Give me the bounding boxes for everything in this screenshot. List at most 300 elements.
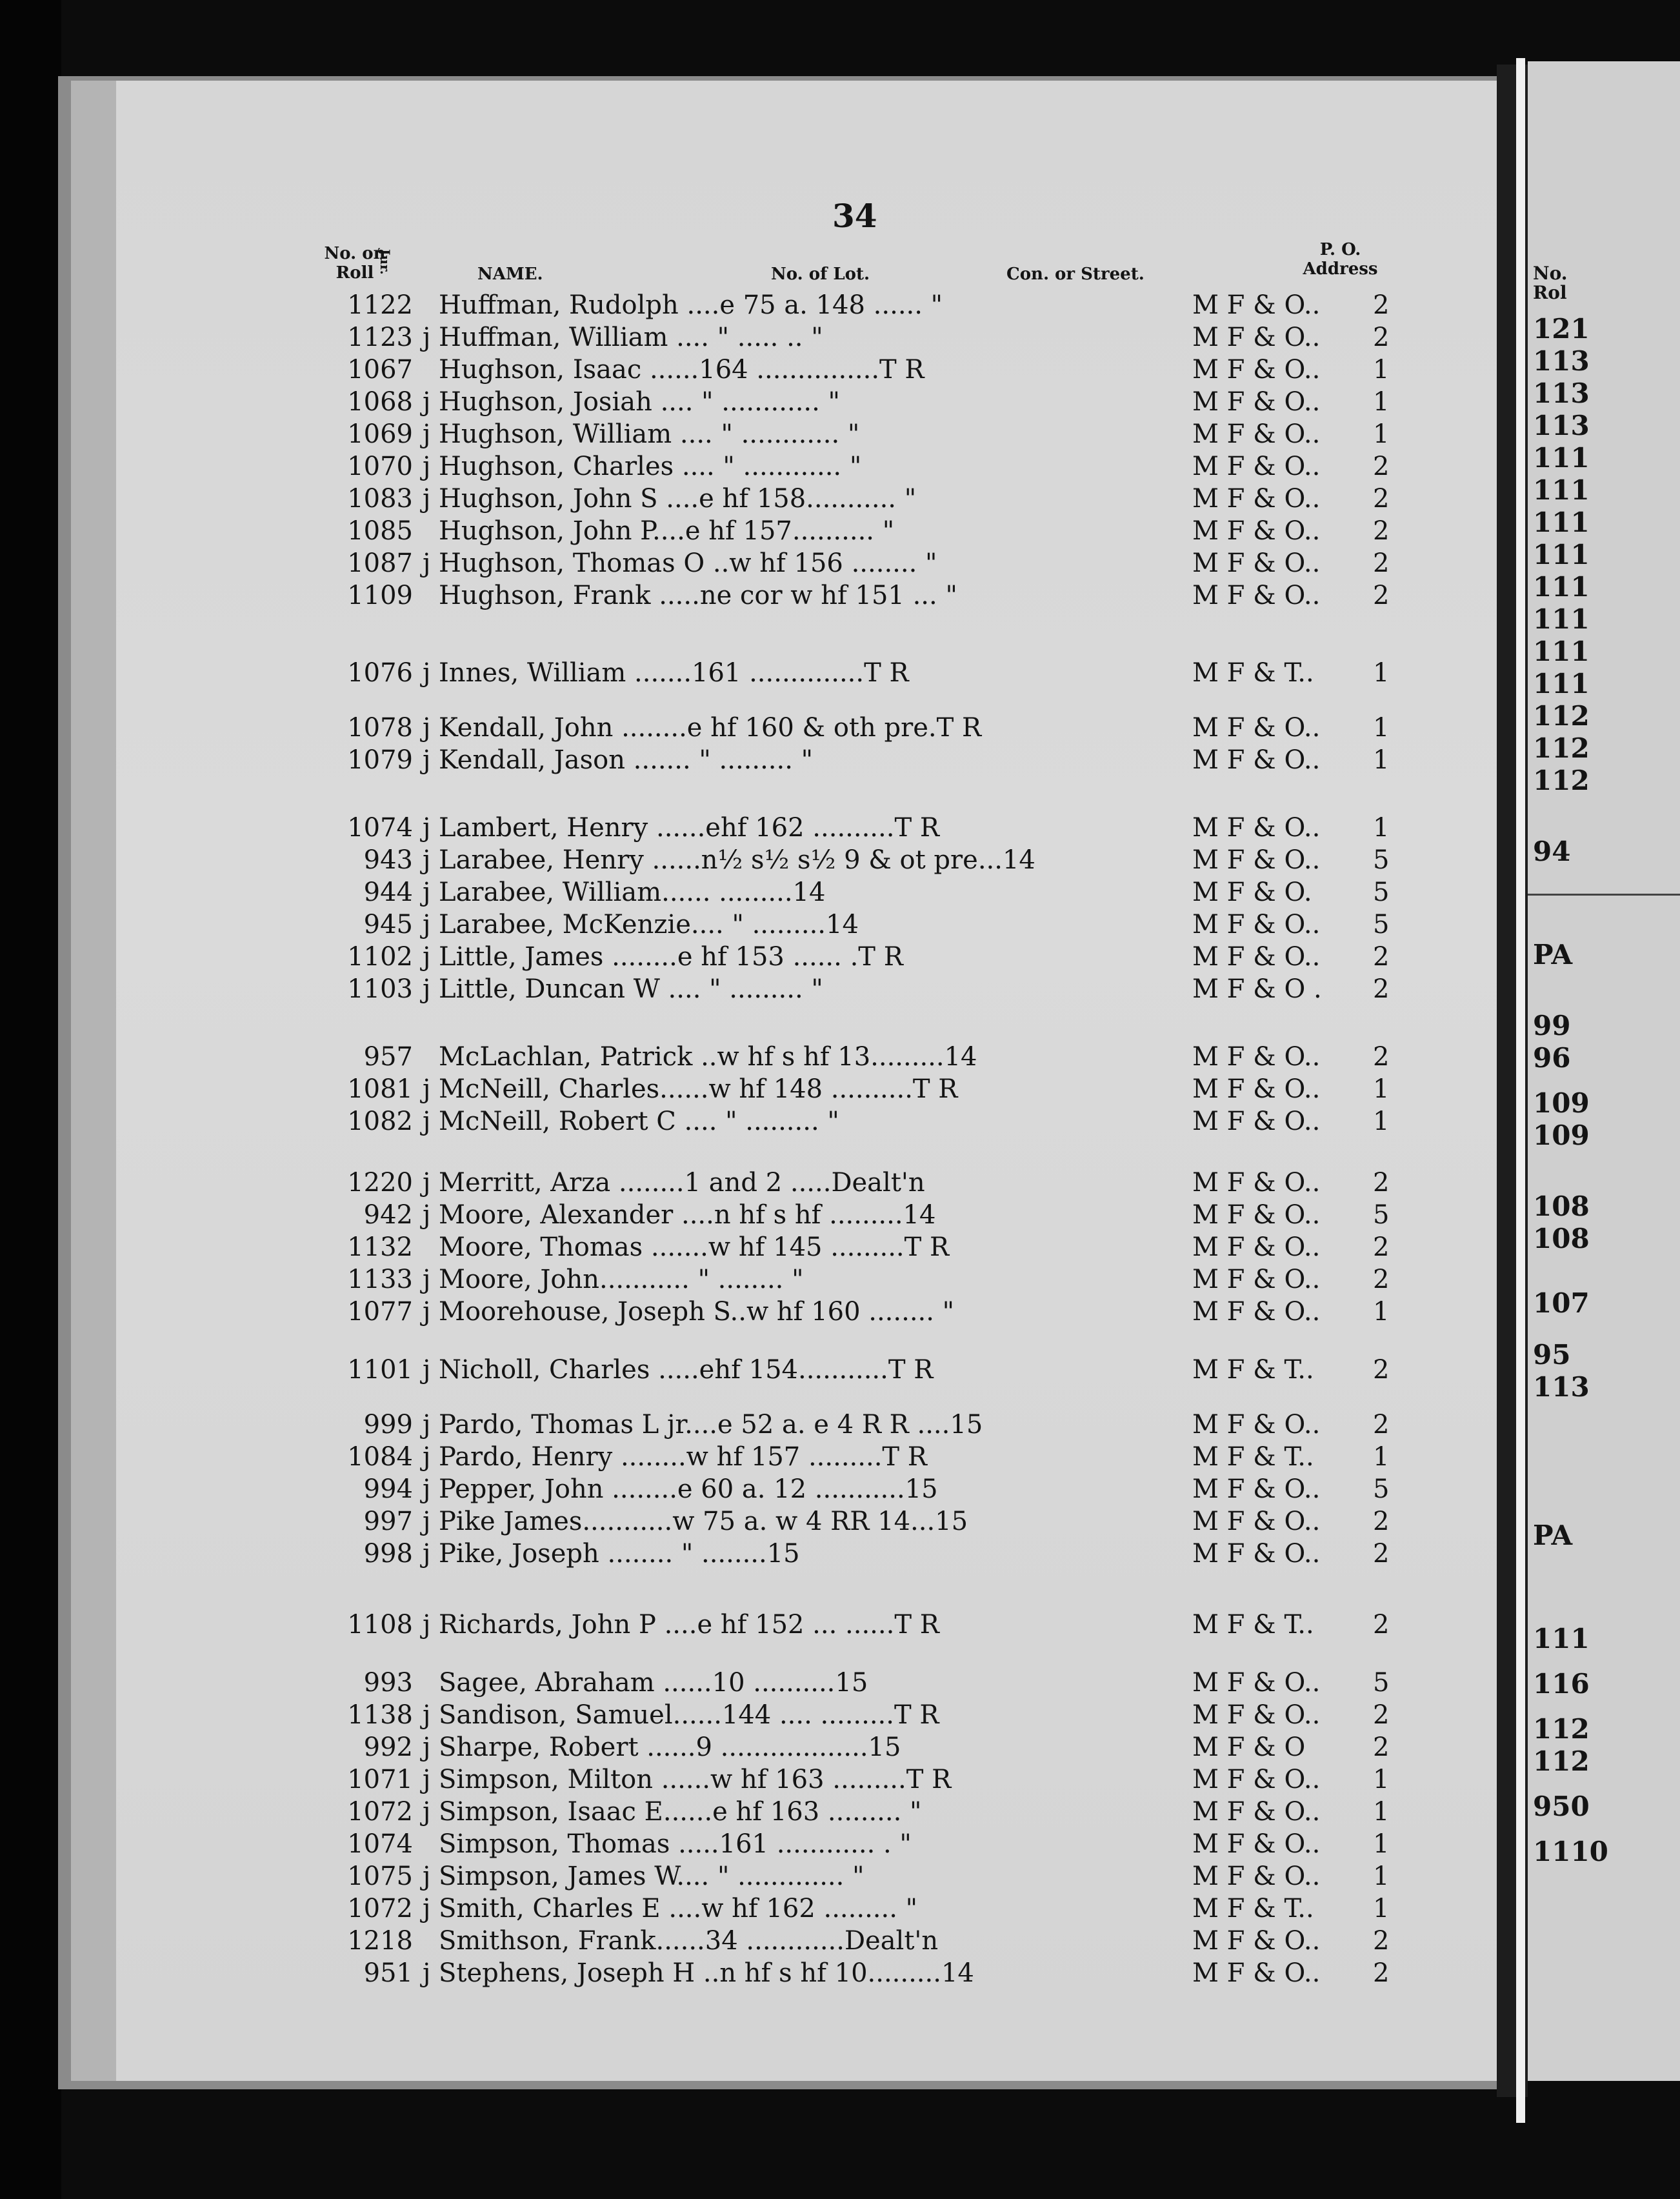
- po-address: M F & O..: [1192, 484, 1321, 514]
- roll-number: 1068: [347, 387, 413, 417]
- roll-number: 1069: [347, 419, 413, 449]
- po-address: M F & O..: [1192, 1200, 1321, 1230]
- table-row: [0, 1797, 1484, 1829]
- np-fragment: 107: [1533, 1287, 1590, 1319]
- entry-text: Moorehouse, Joseph S..w hf 160 ........ ": [439, 1297, 955, 1327]
- roll-number: 1218: [347, 1926, 413, 1956]
- table-row: [0, 974, 1484, 1007]
- po-address: M F & T..: [1192, 658, 1314, 688]
- po-code: 5: [1373, 1668, 1390, 1698]
- po-code: 1: [1373, 1765, 1390, 1794]
- jur-mark: j: [423, 658, 431, 688]
- entry-text: Lambert, Henry ......ehf 162 ..........T R: [439, 813, 939, 843]
- entry-text: Moore, Thomas .......w hf 145 .........T R: [439, 1232, 950, 1262]
- po-address: M F & O..: [1192, 419, 1321, 449]
- po-code: 1: [1373, 1107, 1390, 1136]
- jur-mark: j: [423, 713, 431, 743]
- table-row: [0, 1610, 1484, 1642]
- roll-number: 1081: [347, 1074, 413, 1104]
- po-code: 2: [1373, 1232, 1390, 1262]
- po-address: M F & O..: [1192, 942, 1321, 972]
- np-fragment: 108: [1533, 1223, 1590, 1254]
- entry-text: Hughson, William .... " ............ ": [439, 419, 860, 449]
- entry-text: Simpson, James W.... " ............. ": [439, 1862, 865, 1891]
- table-row: [0, 1862, 1484, 1894]
- roll-number: 998: [363, 1539, 413, 1569]
- jur-mark: j: [423, 1894, 431, 1923]
- jur-mark: j: [423, 484, 431, 514]
- roll-number: 1072: [347, 1894, 413, 1923]
- entry-text: Innes, William .......161 ..............T R: [439, 658, 909, 688]
- po-code: 1: [1373, 713, 1390, 743]
- roll-number: 1109: [347, 581, 413, 610]
- table-row: [0, 1297, 1484, 1329]
- jur-mark: j: [423, 1297, 431, 1327]
- entry-text: Stephens, Joseph H ..n hf s hf 10.........14: [439, 1958, 974, 1988]
- table-row: [0, 1765, 1484, 1797]
- table-row: [0, 1507, 1484, 1539]
- page-number: 34: [832, 197, 877, 235]
- table-row: [0, 878, 1484, 910]
- po-address: M F & O..: [1192, 290, 1321, 320]
- jur-mark: j: [423, 1700, 431, 1730]
- jur-mark: j: [423, 1355, 431, 1385]
- po-code: 2: [1373, 1700, 1390, 1730]
- roll-number: 943: [363, 845, 413, 875]
- np-fragment: 111: [1533, 668, 1590, 699]
- table-row: [0, 581, 1484, 613]
- table-row: [0, 548, 1484, 581]
- table-row: [0, 813, 1484, 845]
- po-code: 2: [1373, 1958, 1390, 1988]
- roll-number: 1076: [347, 658, 413, 688]
- jur-mark: j: [423, 1074, 431, 1104]
- table-row: [0, 942, 1484, 974]
- roll-number: 1087: [347, 548, 413, 578]
- jur-mark: j: [423, 974, 431, 1004]
- np-fragment: 113: [1533, 410, 1590, 441]
- table-row: [0, 1410, 1484, 1442]
- po-code: 5: [1373, 845, 1390, 875]
- roll-number: 951: [363, 1958, 413, 1988]
- po-code: 1: [1373, 387, 1390, 417]
- table-row: [0, 452, 1484, 484]
- np-fragment: 112: [1533, 700, 1590, 732]
- po-address: M F & O..: [1192, 1297, 1321, 1327]
- entry-text: Simpson, Thomas .....161 ............ . ": [439, 1829, 912, 1859]
- np-fragment: 94: [1533, 836, 1571, 867]
- po-address: M F & O..: [1192, 1765, 1321, 1794]
- table-row: [0, 323, 1484, 355]
- table-row: [0, 1442, 1484, 1474]
- po-code: 1: [1373, 1862, 1390, 1891]
- po-address: M F & O.: [1192, 878, 1312, 907]
- np-fragment: 112: [1533, 1713, 1590, 1745]
- np-fragment: 109: [1533, 1087, 1590, 1119]
- np-fragment: 99: [1533, 1010, 1571, 1041]
- jur-mark: j: [423, 452, 431, 481]
- po-address: M F & O..: [1192, 1265, 1321, 1294]
- table-row: [0, 355, 1484, 387]
- roll-number: 1138: [347, 1700, 413, 1730]
- entry-text: Hughson, Charles .... " ............ ": [439, 452, 862, 481]
- entry-text: Sandison, Samuel......144 .... .........T R: [439, 1700, 939, 1730]
- entry-text: Huffman, Rudolph ....e 75 a. 148 ...... ": [439, 290, 943, 320]
- po-code: 1: [1373, 419, 1390, 449]
- po-code: 2: [1373, 581, 1390, 610]
- np-fragment: 111: [1533, 442, 1590, 474]
- po-address: M F & O..: [1192, 581, 1321, 610]
- table-row: [0, 1958, 1484, 1991]
- po-address: M F & O..: [1192, 910, 1321, 939]
- roll-number: 1082: [347, 1107, 413, 1136]
- po-code: 1: [1373, 813, 1390, 843]
- po-code: 2: [1373, 484, 1390, 514]
- jur-mark: j: [423, 745, 431, 775]
- table-row: [0, 1200, 1484, 1232]
- roll-number: 1103: [347, 974, 413, 1004]
- np-fragment: 950: [1533, 1791, 1590, 1822]
- table-row: [0, 419, 1484, 452]
- po-address: M F & O..: [1192, 845, 1321, 875]
- po-code: 2: [1373, 1732, 1390, 1762]
- roll-number: 1074: [347, 813, 413, 843]
- po-address: M F & O..: [1192, 1168, 1321, 1198]
- roll-number: 945: [363, 910, 413, 939]
- table-row: [0, 387, 1484, 419]
- po-address: M F & O..: [1192, 1668, 1321, 1698]
- po-code: 1: [1373, 745, 1390, 775]
- po-code: 5: [1373, 1474, 1390, 1504]
- po-code: 1: [1373, 1442, 1390, 1472]
- roll-number: 1070: [347, 452, 413, 481]
- po-address: M F & O..: [1192, 1410, 1321, 1440]
- table-row: [0, 1539, 1484, 1571]
- po-address: M F & O..: [1192, 1074, 1321, 1104]
- roll-number: 1132: [347, 1232, 413, 1262]
- po-code: 2: [1373, 1610, 1390, 1640]
- po-code: 2: [1373, 548, 1390, 578]
- np-fragment: 113: [1533, 377, 1590, 409]
- po-address: M F & O..: [1192, 1474, 1321, 1504]
- np-fragment: Rol: [1533, 282, 1567, 303]
- po-address: M F & O..: [1192, 1700, 1321, 1730]
- np-fragment: 111: [1533, 474, 1590, 506]
- jur-mark: j: [423, 387, 431, 417]
- entry-text: Nicholl, Charles .....ehf 154...........T R: [439, 1355, 934, 1385]
- table-row: [0, 745, 1484, 778]
- po-address: M F & O..: [1192, 1507, 1321, 1536]
- adjacent-page: [1528, 61, 1680, 2081]
- entry-text: Little, Duncan W .... " ......... ": [439, 974, 823, 1004]
- jur-mark: j: [423, 419, 431, 449]
- roll-number: 992: [363, 1732, 413, 1762]
- entry-text: Larabee, McKenzie.... " .........14: [439, 910, 859, 939]
- roll-number: 1101: [347, 1355, 413, 1385]
- jur-mark: j: [423, 1265, 431, 1294]
- jur-mark: j: [423, 1410, 431, 1440]
- table-row: [0, 1355, 1484, 1387]
- jur-mark: j: [423, 1765, 431, 1794]
- roll-number: 997: [363, 1507, 413, 1536]
- table-row: [0, 1107, 1484, 1139]
- jur-mark: j: [423, 1507, 431, 1536]
- table-row: [0, 1668, 1484, 1700]
- po-code: 2: [1373, 323, 1390, 352]
- np-fragment: 111: [1533, 1623, 1590, 1654]
- jur-mark: j: [423, 1732, 431, 1762]
- entry-text: McNeill, Charles......w hf 148 ..........T R: [439, 1074, 958, 1104]
- table-row: [0, 516, 1484, 548]
- table-row: [0, 658, 1484, 690]
- jur-mark: j: [423, 1539, 431, 1569]
- po-code: 2: [1373, 452, 1390, 481]
- table-row: [0, 290, 1484, 323]
- table-row: [0, 1074, 1484, 1107]
- header-lot: No. of Lot.: [771, 265, 870, 284]
- jur-mark: j: [423, 1200, 431, 1230]
- po-code: 2: [1373, 1042, 1390, 1072]
- roll-number: 1083: [347, 484, 413, 514]
- po-address: M F & O..: [1192, 1107, 1321, 1136]
- roll-number: 1067: [347, 355, 413, 385]
- po-code: 2: [1373, 1168, 1390, 1198]
- po-address: M F & O .: [1192, 974, 1322, 1004]
- jur-mark: j: [423, 1107, 431, 1136]
- po-code: 2: [1373, 1410, 1390, 1440]
- entry-text: Hughson, Josiah .... " ............ ": [439, 387, 840, 417]
- entry-text: Pardo, Thomas L jr....e 52 a. e 4 R R ....15: [439, 1410, 983, 1440]
- table-row: [0, 1926, 1484, 1958]
- po-address: M F & O..: [1192, 1042, 1321, 1072]
- np-fragment: 113: [1533, 1371, 1590, 1403]
- book-spine: [1516, 58, 1525, 2123]
- roll-number: 1122: [347, 290, 413, 320]
- entry-text: Hughson, Frank .....ne cor w hf 151 ... ": [439, 581, 957, 610]
- entry-text: Simpson, Isaac E......e hf 163 ......... ": [439, 1797, 922, 1827]
- entry-text: Huffman, William .... " ..... .. ": [439, 323, 823, 352]
- po-address: M F & O..: [1192, 1862, 1321, 1891]
- header-name: NAME.: [477, 265, 543, 284]
- entry-text: Pardo, Henry ........w hf 157 .........T R: [439, 1442, 927, 1472]
- np-fragment: 96: [1533, 1042, 1571, 1074]
- entry-text: Pike, Joseph ........ " ........15: [439, 1539, 800, 1569]
- entry-text: Hughson, Thomas O ..w hf 156 ........ ": [439, 548, 937, 578]
- entry-text: McLachlan, Patrick ..w hf s hf 13.........14: [439, 1042, 977, 1072]
- jur-mark: j: [423, 1610, 431, 1640]
- roll-number: 944: [363, 878, 413, 907]
- roll-number: 1072: [347, 1797, 413, 1827]
- table-row: [0, 1168, 1484, 1200]
- entry-text: Smithson, Frank......34 ............Dealt'n: [439, 1926, 939, 1956]
- entry-text: Moore, John........... " ........ ": [439, 1265, 804, 1294]
- roll-number: 1085: [347, 516, 413, 546]
- po-address: M F & O..: [1192, 745, 1321, 775]
- roll-number: 1133: [347, 1265, 413, 1294]
- table-row: [0, 1474, 1484, 1507]
- po-address: M F & O..: [1192, 548, 1321, 578]
- np-fragment: 111: [1533, 507, 1590, 538]
- jur-mark: j: [423, 1474, 431, 1504]
- table-row: [0, 1265, 1484, 1297]
- np-fragment: 111: [1533, 603, 1590, 635]
- po-code: 5: [1373, 1200, 1390, 1230]
- entry-text: Pepper, John ........e 60 a. 12 ...........15: [439, 1474, 938, 1504]
- po-address: M F & T..: [1192, 1442, 1314, 1472]
- po-code: 2: [1373, 290, 1390, 320]
- roll-number: 1220: [347, 1168, 413, 1198]
- po-code: 1: [1373, 1797, 1390, 1827]
- po-address: M F & O..: [1192, 1958, 1321, 1988]
- entry-text: Hughson, John S ....e hf 158........... ": [439, 484, 917, 514]
- entry-text: McNeill, Robert C .... " ......... ": [439, 1107, 839, 1136]
- roll-number: 1078: [347, 713, 413, 743]
- po-code: 1: [1373, 1074, 1390, 1104]
- entry-text: Hughson, Isaac ......164 ...............T R: [439, 355, 925, 385]
- entry-text: Smith, Charles E ....w hf 162 ......... ": [439, 1894, 918, 1923]
- po-code: 5: [1373, 878, 1390, 907]
- po-address: M F & T..: [1192, 1610, 1314, 1640]
- roll-number: 1084: [347, 1442, 413, 1472]
- roll-number: 1071: [347, 1765, 413, 1794]
- roll-number: 999: [363, 1410, 413, 1440]
- jur-mark: j: [423, 878, 431, 907]
- po-address: M F & O..: [1192, 516, 1321, 546]
- np-fragment: 112: [1533, 765, 1590, 796]
- po-code: 2: [1373, 1926, 1390, 1956]
- entry-text: Sagee, Abraham ......10 ..........15: [439, 1668, 868, 1698]
- po-address: M F & O..: [1192, 355, 1321, 385]
- po-code: 2: [1373, 516, 1390, 546]
- entry-text: Kendall, John ........e hf 160 & oth pre.T R: [439, 713, 982, 743]
- po-address: M F & O..: [1192, 323, 1321, 352]
- jur-mark: j: [423, 548, 431, 578]
- roll-number: 993: [363, 1668, 413, 1698]
- po-code: 2: [1373, 1539, 1390, 1569]
- header-po-address: P. O. Address: [1303, 240, 1378, 279]
- roll-number: 1074: [347, 1829, 413, 1859]
- np-fragment: 112: [1533, 1745, 1590, 1777]
- entry-text: Larabee, William...... .........14: [439, 878, 826, 907]
- entry-text: Kendall, Jason ....... " ......... ": [439, 745, 814, 775]
- po-address: M F & T..: [1192, 1894, 1314, 1923]
- np-fragment: 1110: [1533, 1836, 1608, 1867]
- po-code: 1: [1373, 1894, 1390, 1923]
- roll-number: 1075: [347, 1862, 413, 1891]
- po-address: M F & O..: [1192, 813, 1321, 843]
- roll-number: 1102: [347, 942, 413, 972]
- np-fragment: 111: [1533, 636, 1590, 667]
- po-address: M F & O: [1192, 1732, 1306, 1762]
- entry-text: Larabee, Henry ......n½ s½ s½ 9 & ot pre...14: [439, 845, 1035, 875]
- roll-number: 1108: [347, 1610, 413, 1640]
- po-code: 2: [1373, 1265, 1390, 1294]
- po-address: M F & O..: [1192, 1926, 1321, 1956]
- table-row: [0, 484, 1484, 516]
- jur-mark: j: [423, 1168, 431, 1198]
- np-fragment: 116: [1533, 1668, 1590, 1700]
- roll-number: 1077: [347, 1297, 413, 1327]
- jur-mark: j: [423, 813, 431, 843]
- po-code: 1: [1373, 658, 1390, 688]
- jur-mark: j: [423, 1797, 431, 1827]
- np-fragment: 108: [1533, 1190, 1590, 1222]
- roll-number: 1079: [347, 745, 413, 775]
- po-address: M F & O..: [1192, 713, 1321, 743]
- po-code: 2: [1373, 1355, 1390, 1385]
- po-code: 5: [1373, 910, 1390, 939]
- entry-text: Hughson, John P....e hf 157.......... ": [439, 516, 895, 546]
- jur-mark: j: [423, 1862, 431, 1891]
- np-fragment: 113: [1533, 345, 1590, 377]
- po-address: M F & O..: [1192, 1829, 1321, 1859]
- np-fragment: PA: [1533, 939, 1573, 970]
- jur-mark: j: [423, 1442, 431, 1472]
- po-address: M F & O..: [1192, 1539, 1321, 1569]
- np-fragment: 111: [1533, 539, 1590, 570]
- table-row: [0, 1894, 1484, 1926]
- table-row: [0, 1700, 1484, 1732]
- po-address: M F & O..: [1192, 1232, 1321, 1262]
- jur-mark: j: [423, 845, 431, 875]
- header-jur: Jur.: [377, 249, 393, 275]
- table-row: [0, 1232, 1484, 1265]
- roll-number: 1123: [347, 323, 413, 352]
- np-fragment: 111: [1533, 571, 1590, 603]
- table-row: [0, 1829, 1484, 1862]
- entry-text: Little, James ........e hf 153 ...... .T R: [439, 942, 903, 972]
- table-row: [0, 845, 1484, 878]
- header-roll: No. on Roll: [324, 244, 386, 283]
- po-code: 2: [1373, 1507, 1390, 1536]
- entry-text: Richards, John P ....e hf 152 ... ......T R: [439, 1610, 939, 1640]
- jur-mark: j: [423, 1958, 431, 1988]
- np-fragment: 112: [1533, 732, 1590, 764]
- entry-text: Sharpe, Robert ......9 ..................15: [439, 1732, 901, 1762]
- roll-number: 957: [363, 1042, 413, 1072]
- po-code: 2: [1373, 974, 1390, 1004]
- jur-mark: j: [423, 942, 431, 972]
- roll-number: 942: [363, 1200, 413, 1230]
- table-row: [0, 1042, 1484, 1074]
- jur-mark: j: [423, 910, 431, 939]
- entry-text: Moore, Alexander ....n hf s hf .........14: [439, 1200, 936, 1230]
- table-row: [0, 713, 1484, 745]
- np-rule: [1528, 894, 1680, 896]
- np-fragment: 95: [1533, 1339, 1571, 1371]
- np-fragment: 121: [1533, 313, 1590, 345]
- entry-text: Pike James...........w 75 a. w 4 RR 14...15: [439, 1507, 968, 1536]
- po-code: 1: [1373, 1297, 1390, 1327]
- np-fragment: PA: [1533, 1520, 1573, 1551]
- header-con: Con. or Street.: [1006, 265, 1145, 284]
- po-address: M F & T..: [1192, 1355, 1314, 1385]
- po-address: M F & O..: [1192, 452, 1321, 481]
- po-code: 1: [1373, 1829, 1390, 1859]
- jur-mark: j: [423, 323, 431, 352]
- np-fragment: 109: [1533, 1120, 1590, 1151]
- roll-number: 994: [363, 1474, 413, 1504]
- entry-text: Merritt, Arza ........1 and 2 .....Dealt'n: [439, 1168, 925, 1198]
- np-fragment: No.: [1533, 263, 1568, 284]
- table-row: [0, 1732, 1484, 1765]
- po-address: M F & O..: [1192, 387, 1321, 417]
- table-row: [0, 910, 1484, 942]
- po-code: 2: [1373, 942, 1390, 972]
- po-code: 1: [1373, 355, 1390, 385]
- po-address: M F & O..: [1192, 1797, 1321, 1827]
- entry-text: Simpson, Milton ......w hf 163 .........T R: [439, 1765, 952, 1794]
